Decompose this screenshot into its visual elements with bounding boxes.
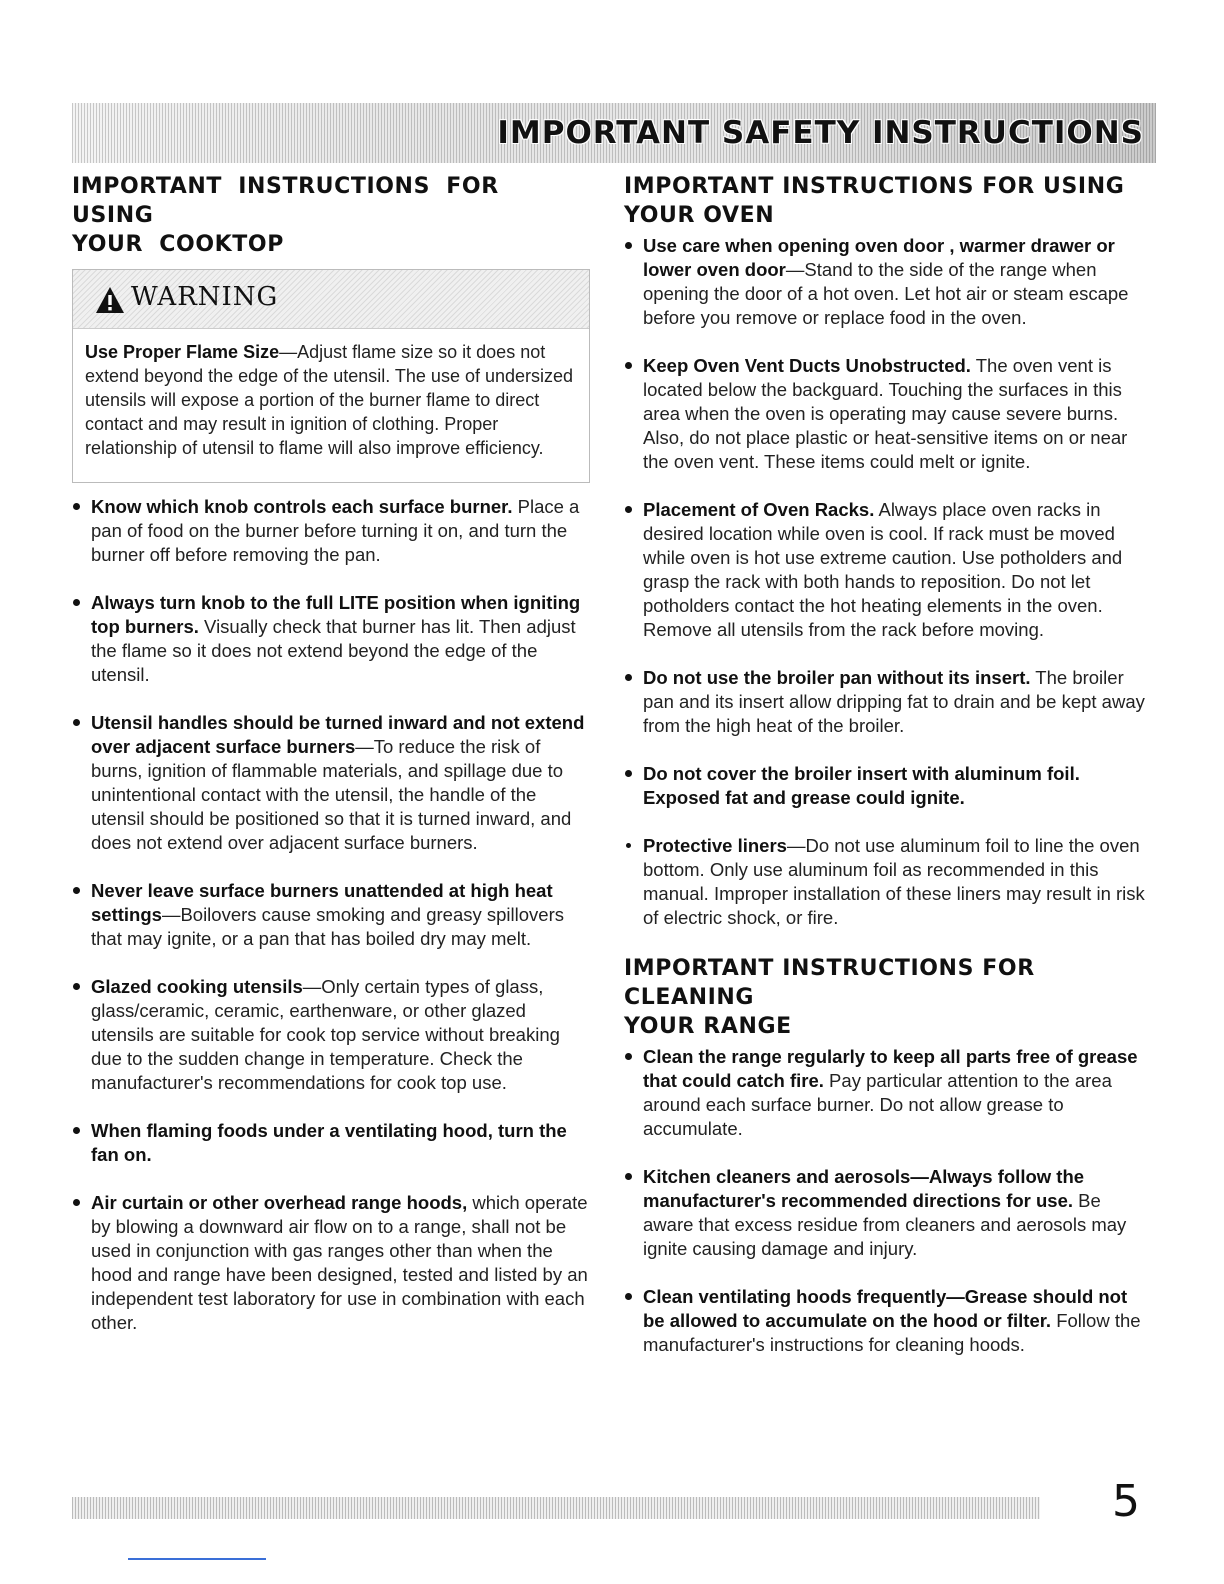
item-lead: Always turn knob to the full LITE position when igniting top burners. bbox=[91, 592, 581, 637]
item-lead: Use care when opening oven door , warmer drawer or lower oven door bbox=[643, 235, 1115, 280]
bullet-icon bbox=[625, 1293, 632, 1300]
item-lead: Clean the range regularly to keep all parts free of grease that could catch fire. bbox=[643, 1046, 1138, 1091]
cooktop-item-hoods bbox=[72, 1191, 592, 1335]
bullet-icon bbox=[625, 1173, 632, 1180]
bullet-icon bbox=[625, 1053, 632, 1060]
oven-item-foil bbox=[624, 762, 1149, 810]
cooktop-item-knob bbox=[72, 495, 592, 567]
bullet-icon bbox=[73, 1199, 80, 1206]
cooktop-item-glazed bbox=[72, 975, 592, 1095]
banner-title: IMPORTANT SAFETY INSTRUCTIONS bbox=[497, 115, 1144, 151]
item-lead: Clean ventilating hoods frequently—Grease should not be allowed to accumulate on the hood or filter. bbox=[643, 1286, 1128, 1331]
oven-item-racks bbox=[624, 498, 1149, 642]
bullet-icon bbox=[73, 983, 80, 990]
item-lead: Placement of Oven Racks. bbox=[643, 499, 875, 520]
item-text: Always place oven racks in desired location while oven is cool. If rack must be moved while oven is hot use extreme caution. Use potholders and grasp the rack with both hands to reposition. Do not let potholders contact the hot heating elements in the oven. Remove all utensils from the rack before moving. bbox=[643, 499, 1123, 640]
warning-header bbox=[73, 270, 589, 329]
cooktop-item-unattended bbox=[72, 879, 592, 951]
item-text: which operate by blowing a downward air flow on to a range, shall not be used in conjunction with gas ranges other than when the hood and range have been designed, tested and listed by an independent test laboratory for use in combination with each other. bbox=[91, 1192, 588, 1333]
cooktop-item-handles bbox=[72, 711, 592, 855]
bullet-icon bbox=[73, 1127, 80, 1134]
item-text: —Only certain types of glass, glass/ceramic, ceramic, earthenware, or other glazed utensils are suitable for cook top service without breaking due to the sudden change in temperature. Check the manufacturer's recommendations for cook top use. bbox=[91, 976, 560, 1093]
item-lead: Keep Oven Vent Ducts Unobstructed. bbox=[643, 355, 971, 376]
bullet-icon bbox=[625, 506, 632, 513]
bullet-icon bbox=[625, 242, 632, 249]
item-lead: Utensil handles should be turned inward and not extend over adjacent surface burners bbox=[91, 712, 585, 757]
warning-lead: Use Proper Flame Size bbox=[85, 342, 280, 362]
cleaning-item-regular bbox=[624, 1045, 1149, 1141]
cooktop-section-title bbox=[72, 172, 592, 259]
footer-bar bbox=[72, 1497, 1040, 1519]
item-lead: Do not use the broiler pan without its insert. bbox=[643, 667, 1031, 688]
item-text: Follow the manufacturer's instructions for cleaning hoods. bbox=[643, 1310, 1141, 1355]
oven-item-door bbox=[624, 234, 1149, 330]
page-number: 5 bbox=[1112, 1476, 1140, 1527]
warning-text bbox=[73, 329, 589, 460]
bullet-icon bbox=[625, 362, 632, 369]
item-text: —Boilovers cause smoking and greasy spillovers that may ignite, or a pan that has boiled dry may melt. bbox=[91, 904, 564, 949]
item-text: Be aware that excess residue from cleaners and aerosols may ignite causing damage and injury. bbox=[643, 1190, 1127, 1259]
bullet-icon bbox=[73, 887, 80, 894]
item-lead: When flaming foods under a ventilating hood, turn the fan on. bbox=[91, 1120, 567, 1165]
oven-section-title bbox=[624, 172, 1149, 230]
item-text: Pay particular attention to the area around each surface burner. Do not allow grease to accumulate. bbox=[643, 1070, 1112, 1139]
item-text: Visually check that burner has lit. Then adjust the flame so it does not extend beyond the edge of the utensil. bbox=[91, 616, 576, 685]
bullet-icon bbox=[625, 674, 632, 681]
cooktop-item-flaming bbox=[72, 1119, 592, 1167]
oven-column bbox=[624, 172, 1149, 1357]
item-lead: Do not cover the broiler insert with aluminum foil. Exposed fat and grease could ignite. bbox=[643, 763, 1080, 808]
item-text: —Do not use aluminum foil to line the oven bottom. Only use aluminum foil as recommended in this manual. Improper installation of these liners may result in risk of electric shock, or fire. bbox=[643, 835, 1145, 928]
section-banner bbox=[72, 103, 1156, 163]
cleaning-item-cleaners bbox=[624, 1165, 1149, 1261]
bullet-icon bbox=[625, 770, 632, 777]
oven-title-line2: YOUR OVEN bbox=[624, 203, 775, 228]
bullet-icon bbox=[626, 843, 631, 848]
item-text: The broiler pan and its insert allow dripping fat to drain and be kept away from the high heat of the broiler. bbox=[643, 667, 1145, 736]
oven-item-liners bbox=[624, 834, 1149, 930]
item-lead: Glazed cooking utensils bbox=[91, 976, 303, 997]
cleaning-title-line2: YOUR RANGE bbox=[624, 1014, 792, 1039]
cleaning-title-line1: IMPORTANT INSTRUCTIONS FOR CLEANING bbox=[624, 956, 1035, 1010]
item-lead: Air curtain or other overhead range hoods, bbox=[91, 1192, 468, 1213]
item-text: The oven vent is located below the backguard. Touching the surfaces in this area when the oven is operating may cause severe burns. Also, do not place plastic or heat-sensitive items on or near the oven vent. These items could melt or ignite. bbox=[643, 355, 1128, 472]
bullet-icon bbox=[73, 719, 80, 726]
item-lead: Know which knob controls each surface burner. bbox=[91, 496, 513, 517]
item-text: Place a pan of food on the burner before turning it on, and turn the burner off before removing the pan. bbox=[91, 496, 580, 565]
item-text: —Stand to the side of the range when opening the door of a hot oven. Let hot air or steam escape before you remove or replace food in the oven. bbox=[643, 259, 1129, 328]
cooktop-column bbox=[72, 172, 592, 1335]
cooktop-title-line2: YOUR COOKTOP bbox=[72, 232, 284, 257]
cleaning-item-hoods bbox=[624, 1285, 1149, 1357]
bullet-icon bbox=[73, 599, 80, 606]
oven-title-line1: IMPORTANT INSTRUCTIONS FOR USING bbox=[624, 174, 1125, 199]
item-lead: Protective liners bbox=[643, 835, 787, 856]
oven-item-broiler bbox=[624, 666, 1149, 738]
bullet-icon bbox=[73, 503, 80, 510]
blue-underline bbox=[128, 1558, 266, 1560]
warning-body-text: —Adjust flame size so it does not extend beyond the edge of the utensil. The use of undersized utensils will expose a portion of the burner flame to direct contact and may result in ignition of clothing. Proper relationship of utensil to flame will also improve efficiency. bbox=[85, 342, 574, 458]
cleaning-section-title bbox=[624, 954, 1149, 1041]
warning-label: WARNING bbox=[131, 282, 279, 312]
item-lead: Kitchen cleaners and aerosols—Always follow the manufacturer's recommended directions for use. bbox=[643, 1166, 1085, 1211]
cooktop-title-line1: IMPORTANT INSTRUCTIONS FOR USING bbox=[72, 174, 499, 228]
oven-item-vent bbox=[624, 354, 1149, 474]
cooktop-item-lite bbox=[72, 591, 592, 687]
item-lead: Never leave surface burners unattended at high heat settings bbox=[91, 880, 553, 925]
item-text: —To reduce the risk of burns, ignition of flammable materials, and spillage due to unintentional contact with the utensil, the handle of the utensil should be positioned so that it is turned inward, and does not extend over adjacent surface burners. bbox=[91, 736, 572, 853]
warning-box bbox=[72, 269, 590, 483]
warning-triangle-icon bbox=[95, 286, 125, 314]
